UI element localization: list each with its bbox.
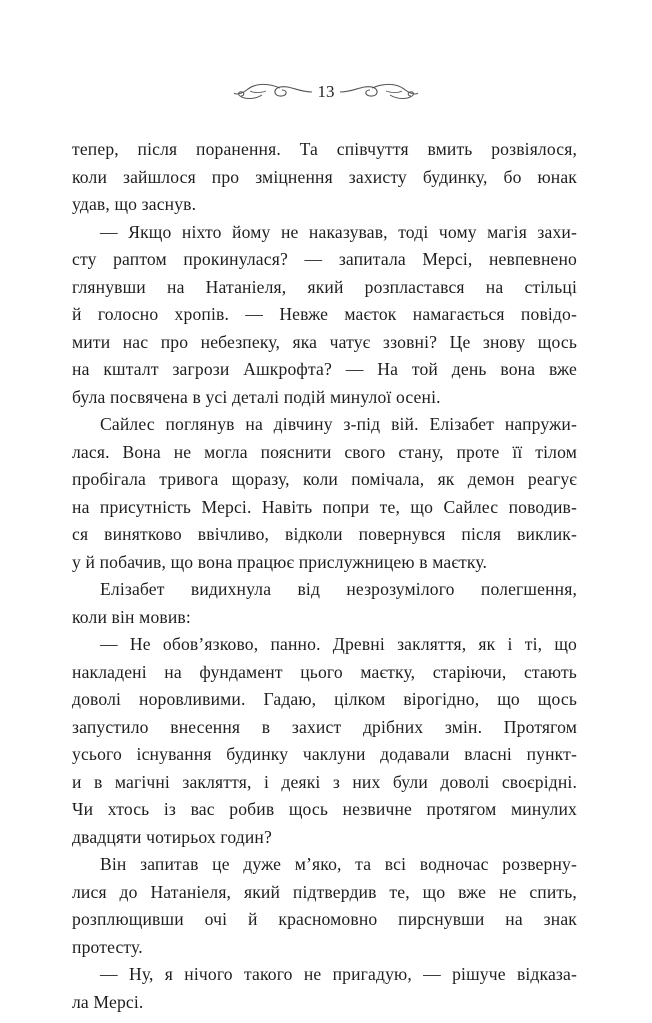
right-flourish-ornament-icon [338,80,420,104]
text-line: протесту. [72,936,143,957]
text-line: лися до Натаніеля, який підтвердив те, що вже не спить, [72,881,577,902]
text-line: Чи хтось із вас робив щось незвичне протягом минулих [72,799,577,819]
text-line: коли він мовив: [72,606,191,627]
text-line: тепер, після поранення. Та співчуття вмить розвіялося, [72,139,577,159]
text-line: двадцяти чотирьох годин? [72,826,272,847]
text-line: Він запитав це дуже м’яко, та всі водночас розверну- [100,854,577,874]
text-line: — Якщо ніхто йому не наказував, тоді чому магія захи- [100,221,577,242]
text-line: глянувши на Натаніеля, який розпластався на стільці [72,276,577,297]
text-line: на присутність Мерсі. Навіть попри те, що Сайлес поводив- [72,496,577,517]
page-number: 13 [317,82,335,101]
text-line: ся винятково ввічливо, відколи повернувся після виклик- [72,524,577,544]
page-header [0,78,652,108]
text-line: Елізабет видихнула від незрозумілого полегшення, [100,579,577,599]
text-line: доволі норовливими. Гадаю, цілком вірогідно, що щось [72,689,577,709]
text-line: пробігала тривога щоразу, коли помічала, як демон реагує [72,469,577,489]
text-line: накладені на фундамент цього маєтку, старіючи, стають [72,661,577,682]
text-line: — Ну, я нічого такого не пригадую, — рішуче відказа- [100,964,577,984]
text-line: на кшталт загрози Ашкрофта? — На той день вона вже [72,359,577,379]
text-line: и в магічні закляття, і деякі з них були доволі своєрідні. [72,771,577,792]
text-line: — Не обов’язково, панно. Древні закляття, як і ті, що [100,634,577,654]
text-line: запустило внесення в захист дрібних змін. Протягом [72,716,577,737]
text-line: й голосно хропів. — Невже маєток намагається повідо- [72,304,577,324]
body-text [72,136,577,1016]
text-line: удав, що заснув. [72,194,197,214]
text-line: лася. Вона не могла пояснити свого стану, проте її тілом [72,441,577,462]
text-line: коли зайшлося про зміцнення захисту будинку, бо юнак [72,166,577,187]
text-line: розплющивши очі й красномовно пирснувши на знак [72,909,577,929]
text-line: ла Мерсі. [72,991,144,1012]
text-line: була посвячена в усі деталі подій минулої осені. [72,386,441,407]
text-line: Сайлес поглянув на дівчину з-під вій. Елізабет напружи- [100,414,577,434]
text-line: у й побачив, що вона працює прислужницею в маєтку. [72,551,488,572]
text-line: мити нас про небезпеку, яка чатує ззовні? Це знову щось [72,331,577,352]
text-line: сту раптом прокинулася? — запитала Мерсі, невпевнено [72,249,577,269]
text-line: усього існування будинку чаклуни додавали власні пункт- [72,744,577,764]
